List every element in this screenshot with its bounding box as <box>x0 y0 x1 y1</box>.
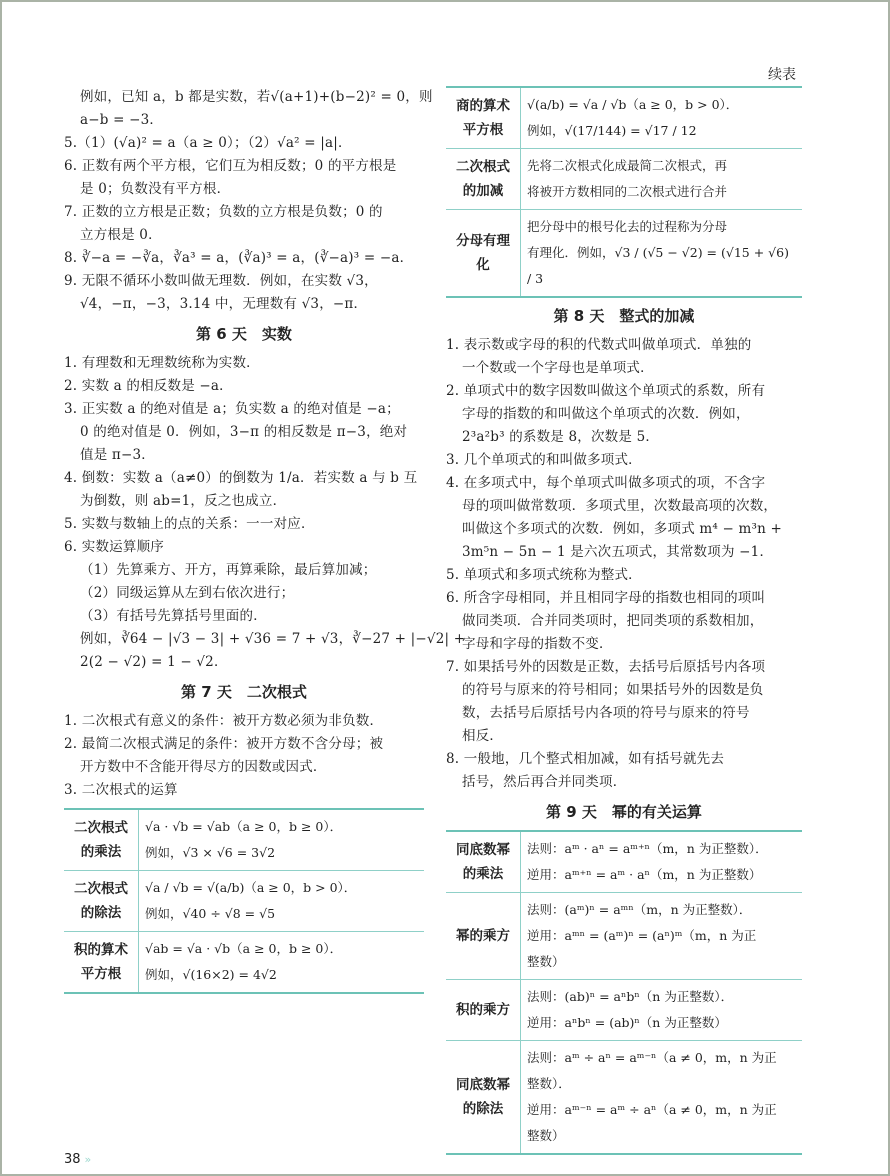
note-line: 例如，已知 a，b 都是实数，若√(a+1)+(b−2)² = 0，则 <box>80 89 433 105</box>
table-line: 有理化．例如，√3 / (√5 − √2) = (√15 + √6) / 3 <box>527 245 789 286</box>
note-line: 5.（1）(√a)² = a（a ≥ 0）；（2）√a² = |a|． <box>64 135 352 151</box>
day8-line: 1. 表示数或字母的积的代数式叫做单项式．单独的 <box>446 337 752 353</box>
table-row-head: 二次根式的除法 <box>64 871 139 932</box>
note-line: a−b = −3． <box>80 112 164 128</box>
table-row-body <box>521 149 803 210</box>
table-line: 法则：aᵐ · aⁿ = aᵐ⁺ⁿ（m，n 为正整数）． <box>527 841 768 856</box>
day6-line: 1. 有理数和无理数统称为实数． <box>64 355 260 371</box>
table-row <box>446 980 802 1041</box>
table-line: √(a/b) = √a / √b（a ≥ 0，b > 0）． <box>527 97 739 112</box>
continued-label: 续表 <box>768 67 796 83</box>
table-line: 整数） <box>527 954 565 969</box>
note-line: 9. 无限不循环小数叫做无理数．例如，在实数 √3， <box>64 273 378 289</box>
day6-line: 5. 实数与数轴上的点的关系：一一对应． <box>64 516 315 532</box>
right-column <box>446 86 802 1155</box>
day7-content <box>64 710 424 802</box>
table-line: 例如，√3 × √6 = 3√2 <box>145 845 276 860</box>
day6-line: 3. 正实数 a 的绝对值是 a；负实数 a 的绝对值是 −a； <box>64 401 400 417</box>
table-row-head: 分母有理化 <box>446 210 521 298</box>
table-row-body <box>521 210 803 298</box>
day8-line: 4. 在多项式中，每个单项式叫做多项式的项，不含字 <box>446 475 766 491</box>
day8-line: 的符号与原来的符号相同；如果括号外的因数是负 <box>462 682 764 698</box>
table-row-body <box>139 871 425 932</box>
day6-title: 第 6 天 实数 <box>196 325 292 343</box>
note-line: √4，−π，−3，3.14 中，无理数有 √3，−π． <box>80 296 368 312</box>
day7-line: 3. 二次根式的运算 <box>64 782 178 798</box>
table-row-body <box>521 893 803 980</box>
table-line: √ab = √a · √b（a ≥ 0，b ≥ 0）． <box>145 941 343 956</box>
page-number <box>64 1152 91 1167</box>
note-line: 6. 正数有两个平方根，它们互为相反数；0 的平方根是 <box>64 158 397 174</box>
day8-line: 字母的指数的和叫做这个单项式的次数．例如， <box>462 406 750 422</box>
day6-line: 6. 实数运算顺序 <box>64 539 164 555</box>
day8-line: 2³a²b³ 的系数是 8，次数是 5． <box>462 429 660 445</box>
day6-line: 为倒数，则 ab=1，反之也成立． <box>80 493 287 509</box>
table-row <box>446 210 802 298</box>
table-line: √a / √b = √(a/b)（a ≥ 0，b > 0）． <box>145 880 357 895</box>
table-line: 例如，√(17/144) = √17 / 12 <box>527 123 697 138</box>
table-row <box>64 871 424 932</box>
day8-line: 3m⁵n − 5n − 1 是六次五项式，其常数项为 −1． <box>462 544 774 560</box>
power-operations-table <box>446 830 802 1155</box>
table-row-head: 同底数幂的除法 <box>446 1041 521 1155</box>
day8-title: 第 8 天 整式的加减 <box>553 307 695 325</box>
table-row-body <box>521 831 803 893</box>
table-line: 例如，√40 ÷ √8 = √5 <box>145 906 276 921</box>
day6-line: 值是 π−3． <box>80 447 155 463</box>
day8-line: 8. 一般地，几个整式相加减，如有括号就先去 <box>446 751 725 767</box>
table-line: √a · √b = √ab（a ≥ 0，b ≥ 0）． <box>145 819 343 834</box>
day8-line: 叫做这个多项式的次数．例如，多项式 m⁴ − m³n + <box>462 521 783 537</box>
table-row-body <box>521 980 803 1041</box>
day6-line: 0 的绝对值是 0．例如，3−π 的相反数是 π−3，绝对 <box>80 424 408 440</box>
chevron-right-icon: » <box>84 1153 92 1166</box>
note-line: 8. ∛−a = −∛a，∛a³ = a，(∛a)³ = a，(∛−a)³ = −a． <box>64 250 414 266</box>
day6-line: 2. 实数 a 的相反数是 −a． <box>64 378 233 394</box>
table-line: 法则：aᵐ ÷ aⁿ = aᵐ⁻ⁿ（a ≠ 0，m，n 为正 <box>527 1050 777 1065</box>
table-line: 逆用：aᵐ⁺ⁿ = aᵐ · aⁿ（m，n 为正整数） <box>527 867 762 882</box>
radical-continued-table <box>446 86 802 298</box>
table-line: 整数）． <box>527 1076 571 1091</box>
day8-line: 3. 几个单项式的和叫做多项式． <box>446 452 642 468</box>
day6-line: 4. 倒数：实数 a（a≠0）的倒数为 1/a．若实数 a 与 b 互 <box>64 470 418 486</box>
table-row <box>446 893 802 980</box>
table-row-head: 二次根式的加减 <box>446 149 521 210</box>
day6-line: （1）先算乘方、开方，再算乘除，最后算加减； <box>80 562 377 578</box>
day8-line: 做同类项．合并同类项时，把同类项的系数相加， <box>462 613 764 629</box>
day8-line: 2. 单项式中的数字因数叫做这个单项式的系数，所有 <box>446 383 766 399</box>
day8-line: 母的项叫做常数项．多项式里，次数最高项的次数， <box>462 498 778 514</box>
table-line: 先将二次根式化成最简二次根式，再 <box>527 158 728 173</box>
table-row-head: 积的算术平方根 <box>64 932 139 994</box>
table-row-body <box>521 1041 803 1155</box>
day8-line: 相反． <box>462 728 504 744</box>
day8-content <box>446 334 802 794</box>
day6-line: （2）同级运算从左到右依次进行； <box>80 585 295 601</box>
table-line: 逆用：aⁿbⁿ = (ab)ⁿ（n 为正整数） <box>527 1015 727 1030</box>
table-line: 法则：(aᵐ)ⁿ = aᵐⁿ（m，n 为正整数）． <box>527 902 752 917</box>
table-row-head: 积的乘方 <box>446 980 521 1041</box>
day8-line: 5. 单项式和多项式统称为整式． <box>446 567 642 583</box>
day6-line: 例如，∛64 − |√3 − 3| + √36 = 7 + √3，∛−27 + |−√2| + <box>80 631 466 647</box>
day6-line: 2(2 − √2) = 1 − √2． <box>80 654 228 670</box>
table-row <box>446 149 802 210</box>
day6-content <box>64 352 466 674</box>
table-row <box>64 809 424 871</box>
table-line: 法则：(ab)ⁿ = aⁿbⁿ（n 为正整数）． <box>527 989 734 1004</box>
table-row-head: 商的算术平方根 <box>446 87 521 149</box>
note-line: 立方根是 0． <box>80 227 162 243</box>
day7-line: 2. 最简二次根式满足的条件：被开方数不含分母；被 <box>64 736 384 752</box>
table-row <box>446 1041 802 1155</box>
day8-line: 7. 如果括号外的因数是正数，去括号后原括号内各项 <box>446 659 766 675</box>
day7-title: 第 7 天 二次根式 <box>181 683 307 701</box>
table-row-body <box>521 87 803 149</box>
table-line: 把分母中的根号化去的过程称为分母 <box>527 219 728 234</box>
radical-operations-table <box>64 808 424 994</box>
table-row-body <box>139 932 425 994</box>
note-line: 是 0；负数没有平方根． <box>80 181 231 197</box>
table-line: 逆用：aᵐⁿ = (aᵐ)ⁿ = (aⁿ)ᵐ（m，n 为正 <box>527 928 757 943</box>
table-row <box>446 87 802 149</box>
table-line: 逆用：aᵐ⁻ⁿ = aᵐ ÷ aⁿ（a ≠ 0，m，n 为正 <box>527 1102 777 1117</box>
left-column <box>64 86 466 994</box>
table-row-body <box>139 809 425 871</box>
day7-line: 1. 二次根式有意义的条件：被开方数必须为非负数． <box>64 713 384 729</box>
day6-line: （3）有括号先算括号里面的． <box>80 608 267 624</box>
day8-line: 字母和字母的指数不变． <box>462 636 613 652</box>
day9-title: 第 9 天 幂的有关运算 <box>546 803 702 821</box>
table-row <box>446 831 802 893</box>
table-line: 整数） <box>527 1128 565 1143</box>
day8-line: 6. 所含字母相同，并且相同字母的指数也相同的项叫 <box>446 590 766 606</box>
page-number-text: 38 <box>64 1152 81 1167</box>
table-row-head: 幂的乘方 <box>446 893 521 980</box>
table-row <box>64 932 424 994</box>
table-row-head: 二次根式的乘法 <box>64 809 139 871</box>
top-notes <box>64 86 433 316</box>
day8-line: 括号，然后再合并同类项． <box>462 774 627 790</box>
table-line: 将被开方数相同的二次根式进行合并 <box>527 184 728 199</box>
table-line: 例如，√(16×2) = 4√2 <box>145 967 277 982</box>
table-row-head: 同底数幂的乘法 <box>446 831 521 893</box>
note-line: 7. 正数的立方根是正数；负数的立方根是负数；0 的 <box>64 204 383 220</box>
day8-line: 数，去括号后原括号内各项的符号与原来的符号 <box>462 705 750 721</box>
day8-line: 一个数或一个字母也是单项式． <box>462 360 654 376</box>
day7-line: 开方数中不含能开得尽方的因数或因式． <box>80 759 327 775</box>
